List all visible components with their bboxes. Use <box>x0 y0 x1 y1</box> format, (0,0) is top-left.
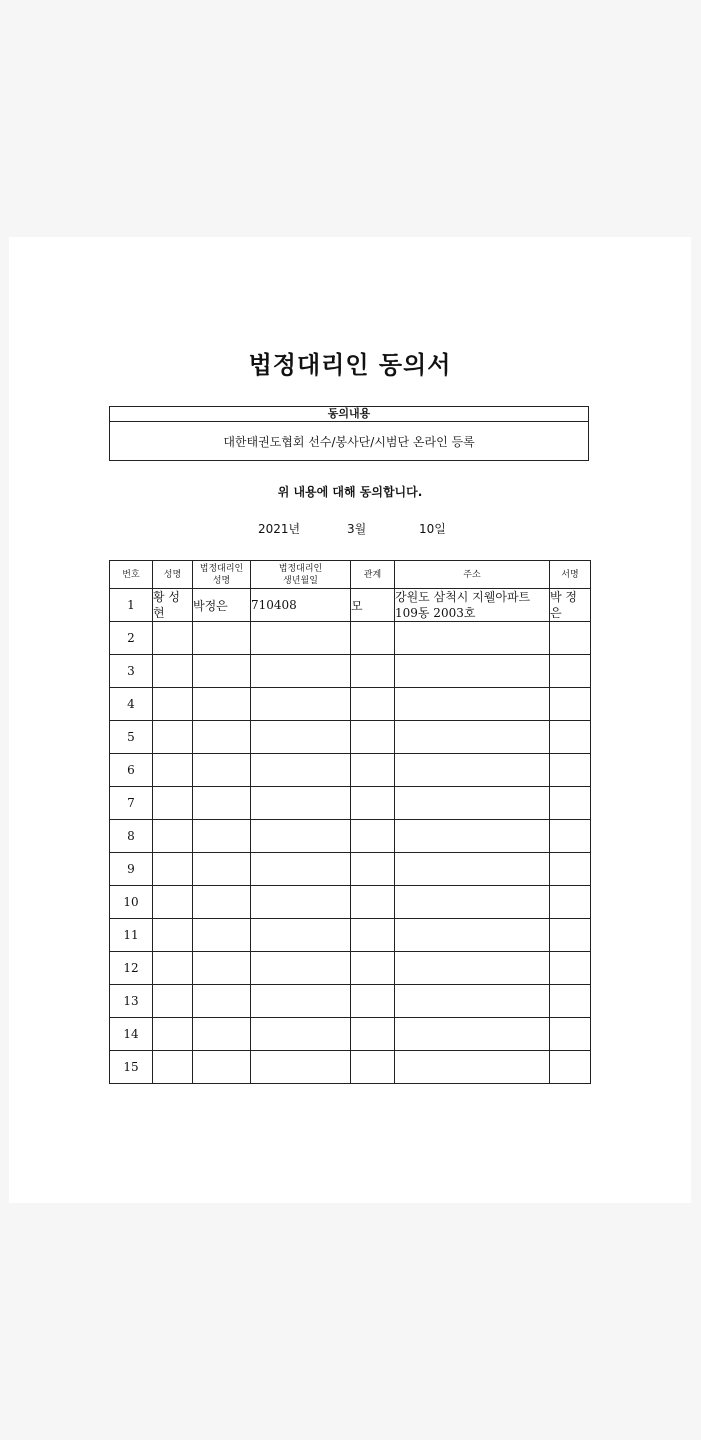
table-header-row <box>110 561 591 589</box>
player-name-cell <box>153 721 193 754</box>
address-cell <box>395 1018 550 1051</box>
guardian-birthdate-cell: 710408 <box>251 589 351 622</box>
row-number-cell: 3 <box>110 655 153 688</box>
row-number-cell: 4 <box>110 688 153 721</box>
guardian-birthdate-cell <box>251 787 351 820</box>
row-number-cell: 15 <box>110 1051 153 1084</box>
table-row <box>110 820 591 853</box>
table-row <box>110 952 591 985</box>
relation-cell <box>351 1018 395 1051</box>
signature-cell <box>550 1018 591 1051</box>
row-number-cell: 12 <box>110 952 153 985</box>
player-name-cell <box>153 655 193 688</box>
guardian-name-cell <box>193 754 251 787</box>
row-number-cell: 11 <box>110 919 153 952</box>
player-name-cell <box>153 787 193 820</box>
guardian-birthdate-cell <box>251 985 351 1018</box>
relation-cell <box>351 721 395 754</box>
relation-cell <box>351 688 395 721</box>
guardian-name-cell <box>193 820 251 853</box>
guardian-birthdate-cell <box>251 919 351 952</box>
table-row <box>110 688 591 721</box>
row-number-cell: 10 <box>110 886 153 919</box>
table-row <box>110 589 591 622</box>
table-header-col-relation: 관계 <box>351 561 395 589</box>
row-number-cell: 13 <box>110 985 153 1018</box>
row-number-cell: 2 <box>110 622 153 655</box>
row-number-cell: 14 <box>110 1018 153 1051</box>
guardian-name-cell <box>193 886 251 919</box>
signature-cell <box>550 820 591 853</box>
document-title: 법정대리인 동의서 <box>248 351 452 379</box>
relation-cell <box>351 1051 395 1084</box>
signature-cell <box>550 688 591 721</box>
player-name-cell <box>153 919 193 952</box>
guardian-birthdate-cell <box>251 820 351 853</box>
table-row <box>110 622 591 655</box>
table-row <box>110 1051 591 1084</box>
signature-cell <box>550 622 591 655</box>
date-month: 3월 <box>347 522 367 536</box>
table-header-col-no: 번호 <box>110 561 153 589</box>
address-cell: 강원도 삼척시 지웰아파트 109동 2003호 <box>395 589 550 622</box>
address-cell <box>395 754 550 787</box>
guardian-name-cell <box>193 787 251 820</box>
signature-cell <box>550 787 591 820</box>
signature-cell <box>550 853 591 886</box>
address-cell <box>395 688 550 721</box>
player-name-cell <box>153 1051 193 1084</box>
guardian-name-cell <box>193 1018 251 1051</box>
table-header-col-guardian-name: 법정대리인 성명 <box>193 561 251 589</box>
guardian-birthdate-cell <box>251 754 351 787</box>
guardian-birthdate-cell <box>251 721 351 754</box>
signature-cell: 박 정 은 <box>550 589 591 622</box>
player-name-cell <box>153 820 193 853</box>
guardian-table <box>109 560 591 1084</box>
consent-body: 대한태권도협회 선수/봉사단/시범단 온라인 등록 <box>223 435 475 449</box>
relation-cell <box>351 787 395 820</box>
signature-cell <box>550 919 591 952</box>
relation-cell <box>351 622 395 655</box>
guardian-birthdate-cell <box>251 1051 351 1084</box>
guardian-birthdate-cell <box>251 853 351 886</box>
table-header-col-signature: 서명 <box>550 561 591 589</box>
player-name-cell <box>153 1018 193 1051</box>
player-name-cell <box>153 853 193 886</box>
player-name-cell <box>153 688 193 721</box>
address-cell <box>395 1051 550 1084</box>
signature-cell <box>550 721 591 754</box>
table-row <box>110 787 591 820</box>
date-day: 10일 <box>419 522 446 536</box>
guardian-birthdate-cell <box>251 952 351 985</box>
row-number-cell: 5 <box>110 721 153 754</box>
relation-cell <box>351 985 395 1018</box>
row-number-cell: 6 <box>110 754 153 787</box>
address-cell <box>395 721 550 754</box>
signature-cell <box>550 985 591 1018</box>
relation-cell <box>351 655 395 688</box>
player-name-cell <box>153 952 193 985</box>
address-cell <box>395 853 550 886</box>
address-cell <box>395 919 550 952</box>
signature-cell <box>550 655 591 688</box>
player-name-cell <box>153 985 193 1018</box>
address-cell <box>395 655 550 688</box>
address-cell <box>395 820 550 853</box>
relation-cell <box>351 754 395 787</box>
table-row <box>110 919 591 952</box>
signature-cell <box>550 754 591 787</box>
consent-box <box>109 406 589 461</box>
address-cell <box>395 952 550 985</box>
signature-cell <box>550 886 591 919</box>
table-row <box>110 754 591 787</box>
row-number-cell: 8 <box>110 820 153 853</box>
address-cell <box>395 985 550 1018</box>
guardian-name-cell <box>193 688 251 721</box>
table-row <box>110 721 591 754</box>
relation-cell <box>351 919 395 952</box>
consent-header: 동의내용 <box>110 407 588 422</box>
table-row <box>110 853 591 886</box>
document-page <box>9 237 691 1203</box>
guardian-birthdate-cell <box>251 688 351 721</box>
table-header-col-guardian-birth: 법정대리인 생년월일 <box>251 561 351 589</box>
table-row <box>110 886 591 919</box>
guardian-birthdate-cell <box>251 655 351 688</box>
agree-statement: 위 내용에 대해 동의합니다. <box>277 485 423 499</box>
date-year: 2021년 <box>258 522 301 536</box>
table-row <box>110 655 591 688</box>
relation-cell <box>351 886 395 919</box>
guardian-birthdate-cell <box>251 1018 351 1051</box>
guardian-birthdate-cell <box>251 886 351 919</box>
table-header-col-name: 성명 <box>153 561 193 589</box>
guardian-name-cell <box>193 853 251 886</box>
table-header-col-address: 주소 <box>395 561 550 589</box>
relation-cell <box>351 853 395 886</box>
row-number-cell: 1 <box>110 589 153 622</box>
guardian-name-cell <box>193 985 251 1018</box>
relation-cell <box>351 820 395 853</box>
address-cell <box>395 622 550 655</box>
address-cell <box>395 886 550 919</box>
player-name-cell <box>153 886 193 919</box>
guardian-name-cell: 박정은 <box>193 589 251 622</box>
player-name-cell <box>153 754 193 787</box>
signature-cell <box>550 952 591 985</box>
row-number-cell: 9 <box>110 853 153 886</box>
guardian-name-cell <box>193 655 251 688</box>
row-number-cell: 7 <box>110 787 153 820</box>
guardian-name-cell <box>193 721 251 754</box>
guardian-name-cell <box>193 1051 251 1084</box>
table-row <box>110 1018 591 1051</box>
player-name-cell: 황 성 현 <box>153 589 193 622</box>
guardian-birthdate-cell <box>251 622 351 655</box>
address-cell <box>395 787 550 820</box>
signature-cell <box>550 1051 591 1084</box>
guardian-name-cell <box>193 919 251 952</box>
guardian-name-cell <box>193 952 251 985</box>
relation-cell: 모 <box>351 589 395 622</box>
guardian-name-cell <box>193 622 251 655</box>
player-name-cell <box>153 622 193 655</box>
table-row <box>110 985 591 1018</box>
table-body <box>110 589 591 1084</box>
relation-cell <box>351 952 395 985</box>
